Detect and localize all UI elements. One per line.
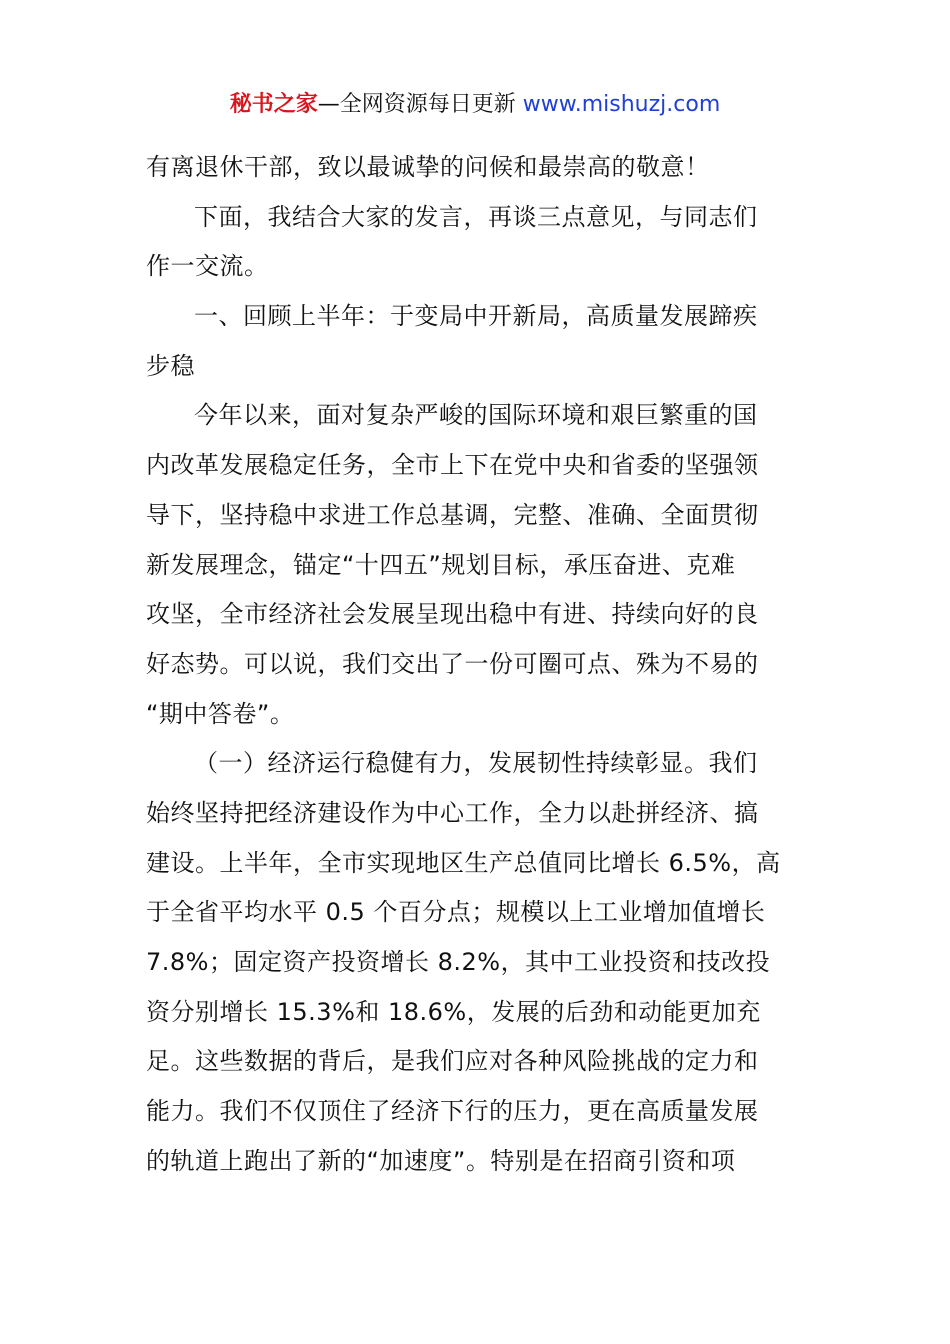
text-line: 新发展理念，锚定“十四五”规划目标，承压奋进、克难 [146, 550, 736, 579]
text-line: 于全省平均水平 0.5 个百分点；规模以上工业增加值增长 [146, 898, 766, 927]
site-brand: 秘书之家 [229, 92, 318, 117]
text-line: 资分别增长 15.3%和 18.6%，发展的后劲和动能更加充 [146, 997, 761, 1026]
text-line: 7.8%；固定资产投资增长 8.2%，其中工业投资和技改投 [146, 948, 771, 976]
site-tagline: —全网资源每日更新 [317, 92, 523, 117]
text-line: 下面，我结合大家的发言，再谈三点意见，与同志们 [194, 202, 758, 231]
text-line: （一）经济运行稳健有力，发展韧性持续彰显。我们 [194, 749, 758, 778]
text-line: 好态势。可以说，我们交出了一份可圈可点、殊为不易的 [146, 649, 759, 678]
document-body [146, 143, 811, 1186]
text-line: 攻坚，全市经济社会发展呈现出稳中有进、持续向好的良 [146, 600, 759, 629]
text-line: 内改革发展稳定任务，全市上下在党中央和省委的坚强领 [146, 451, 759, 480]
text-line: 作一交流。 [146, 252, 269, 281]
text-line: 今年以来，面对复杂严峻的国际环境和艰巨繁重的国 [194, 401, 758, 430]
text-line: 足。这些数据的背后，是我们应对各种风险挑战的定力和 [146, 1047, 759, 1076]
text-line: 始终坚持把经济建设作为中心工作，全力以赴拼经济、搞 [146, 798, 759, 827]
text-line: 导下，坚持稳中求进工作总基调，完整、准确、全面贯彻 [146, 500, 759, 529]
text-line: 能力。我们不仅顶住了经济下行的压力，更在高质量发展 [146, 1097, 759, 1126]
site-header [0, 88, 950, 122]
text-line: 的轨道上跑出了新的“加速度”。特别是在招商引资和项 [146, 1146, 736, 1175]
text-line: 有离退休干部，致以最诚挚的问候和最崇高的敬意！ [146, 153, 710, 181]
text-line: “期中答卷”。 [146, 699, 295, 728]
site-url-link[interactable]: www.mishuzj.com [522, 92, 721, 117]
section-heading: 一、回顾上半年：于变局中开新局，高质量发展蹄疾 [194, 302, 758, 331]
section-heading: 步稳 [146, 351, 195, 380]
text-line: 建设。上半年，全市实现地区生产总值同比增长 6.5%，高 [146, 848, 781, 877]
